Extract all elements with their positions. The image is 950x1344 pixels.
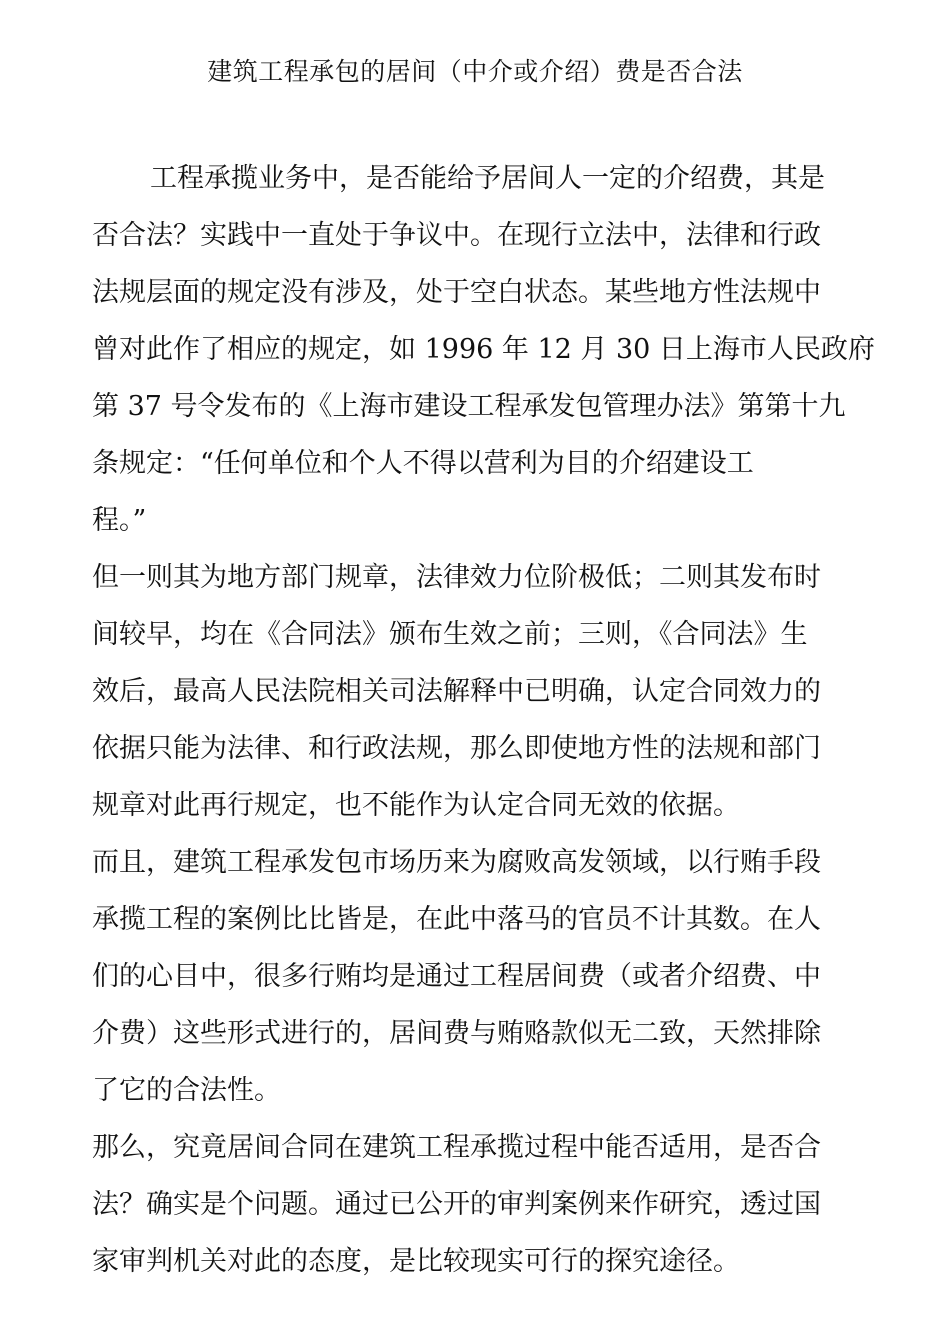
text-line: 但一则其为地方部门规章，法律效力位阶极低；二则其发布时 — [92, 562, 821, 593]
text-line: 们的心目中，很多行贿均是通过工程居间费（或者介绍费、中 — [92, 961, 821, 992]
text-line: 承揽工程的案例比比皆是，在此中落马的官员不计其数。在人 — [92, 904, 821, 935]
text-line: 条规定：“任何单位和个人不得以营利为目的介绍建设工 — [92, 448, 754, 479]
document-body — [92, 150, 875, 1290]
text-line: 了它的合法性。 — [92, 1075, 281, 1106]
text-line: 工程承揽业务中，是否能给予居间人一定的介绍费，其是 — [150, 163, 825, 194]
text-line: 规章对此再行规定，也不能作为认定合同无效的依据。 — [92, 790, 740, 821]
text-line: 否合法？实践中一直处于争议中。在现行立法中，法律和行政 — [92, 220, 821, 251]
text-line: 那么，究竟居间合同在建筑工程承揽过程中能否适用，是否合 — [92, 1132, 821, 1163]
text-line: 曾对此作了相应的规定，如 1996 年 12 月 30 日上海市人民政府 — [92, 334, 875, 365]
text-line: 程。” — [92, 505, 147, 536]
text-line: 法？确实是个问题。通过已公开的审判案例来作研究，透过国 — [92, 1189, 821, 1220]
paragraph-4 — [92, 1119, 852, 1290]
text-line: 依据只能为法律、和行政法规，那么即使地方性的法规和部门 — [92, 733, 821, 764]
paragraph-2 — [92, 549, 852, 834]
paragraph-3 — [92, 834, 852, 1119]
paragraph-1 — [92, 150, 875, 549]
text-line: 效后，最高人民法院相关司法解释中已明确，认定合同效力的 — [92, 676, 821, 707]
text-line: 介费）这些形式进行的，居间费与贿赂款似无二致，天然排除 — [92, 1018, 821, 1049]
document-title: 建筑工程承包的居间（中介或介绍）费是否合法 — [207, 57, 743, 86]
text-line: 法规层面的规定没有涉及，处于空白状态。某些地方性法规中 — [92, 277, 821, 308]
text-line: 第 37 号令发布的《上海市建设工程承发包管理办法》第第十九 — [92, 391, 846, 422]
text-line: 而且，建筑工程承发包市场历来为腐败高发领域，以行贿手段 — [92, 847, 821, 878]
text-line: 间较早，均在《合同法》颁布生效之前；三则，《合同法》生 — [92, 619, 808, 650]
text-line: 家审判机关对此的态度，是比较现实可行的探究途径。 — [92, 1246, 740, 1277]
